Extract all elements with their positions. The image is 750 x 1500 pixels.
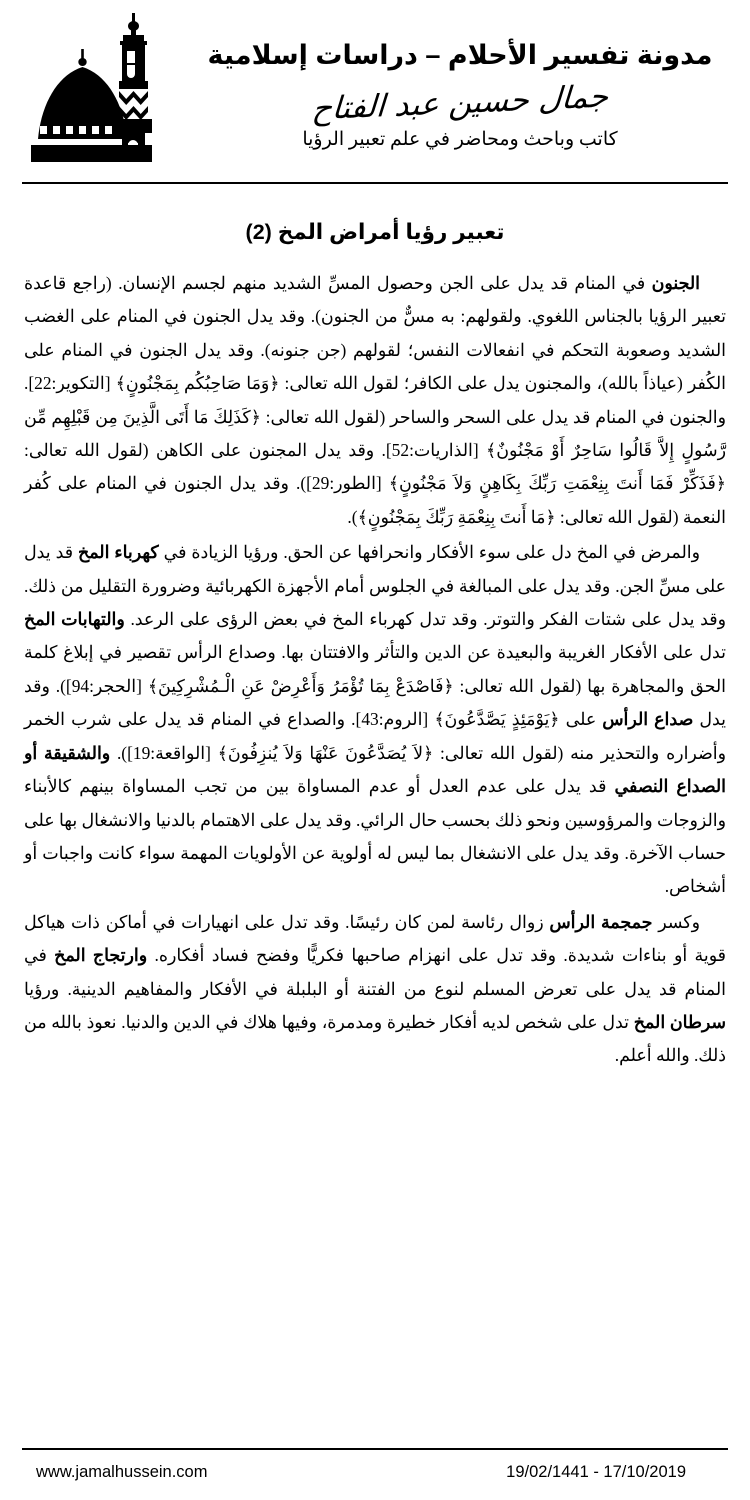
footer-website[interactable]: www.jamalhussein.com [36,1463,208,1481]
footer-date: 19/02/1441 - 17/10/2019 [506,1463,686,1481]
text-run: ). [347,506,358,527]
text-run: [التكوير:22]. والجنون في المنام قد يدل على السحر والساحر (لقول الله تعالى: [24,373,726,427]
page-footer [22,1448,728,1482]
keyword-term: كهرباء المخ [78,542,159,563]
text-run: قد يدل على مسِّ الجن. وقد يدل على المبالغة في الجلوس أمام الأجهزة الكهربائية وضرورة التقليل من ذلك. وقد يدل على شتات الفكر والتوتر. وقد تدل كهرباء المخ في بعض الرؤى على الرعد. [24,542,727,630]
text-run: [الواقعة:19]). [110,742,218,763]
article-title: تعبير رؤيا أمراض المخ (2) [245,220,505,244]
text-run: قد يدل على عدم العدل أو عدم المساواة بين من تجب المساواة بينهم كالأبناء والزوجات والمرؤوسين ونحو ذلك بحسب حال الرائي. وقد يدل على الاهتمام بالدنيا والانشغال بها على حساب الآخرة. وقد يدل على الانشغال بما ليس له أولوية عن الأولويات المهمة سواء كانت واجبات أو أشخاص. [24,776,726,897]
text-run: وكسر [652,911,700,932]
text-run: في المنام قد يدل على الجن وحصول المسِّ الشديد منهم لجسم الإنسان. (راجع قاعدة تعبير الرؤيا بالجناس اللغوي. ولقولهم: به مسٌّ من الجنون). وقد يدل الجنون في المنام على الغضب الشديد وصعوبة التحكم في انفعالات النفس؛ لقولهم (جن جنونه). وقد يدل الجنون في المنام على الكُفر (عياذاً بالله)، والمجنون يدل على الكافر؛ لقول الله تعالى: [24,273,727,394]
quran-verse: ﴿مَا أَنتَ بِنِعْمَةِ رَبِّكَ بِمَجْنُونٍ﴾ [357,506,556,527]
text-run: تدل على الأفكار الغريبة والبعيدة عن الدين والتأثر والافتتان بها. وصداع الرأس تقصير في إبلاغ كلمة الحق والمجاهرة بها (لقول الله تعالى: [24,642,726,696]
text-run: تدل على شخص لديه أفكار خطيرة ومدمرة، وفيها هلاك في الدين والدنيا. نعوذ بالله من ذلك. والله أعلم. [24,1011,726,1066]
header-divider [22,182,728,184]
masthead-text-block [182,33,728,152]
mosque-dome-minaret-icon [27,7,177,177]
article-paragraph [24,267,726,534]
text-run: [الروم:43]. والصداع في المنام قد يدل على شرب الخمر وأضراره والتحذير منه (لقول الله تعالى: [24,709,726,763]
quran-verse: ﴿فَاصْدَعْ بِمَا تُؤْمَرُ وَأَعْرِضْ عَنِ الْـمُشْرِكِينَ﴾ [147,675,454,696]
text-run: والمرض في المخ دل على سوء الأفكار وانحرافها عن الحق. ورؤيا الزيادة في [158,542,700,563]
article-body [22,267,728,1500]
masthead [22,0,728,178]
quran-verse: ﴿يَوْمَئِذٍ يَصَّدَّعُونَ﴾ [434,709,560,730]
quran-verse: ﴿لاَ يُصَدَّعُونَ عَنْهَا وَلاَ يُنزِفُونَ﴾ [217,742,434,763]
keyword-term: سرطان المخ [633,1011,726,1032]
quran-verse: ﴿كَذَلِكَ مَا أَتَى الَّذِينَ مِن قَبْلِهِم مِّن رَّسُولٍ إِلاَّ قَالُوا سَاحِرٌ أَوْ مَجْنُونٌ﴾ [24,406,726,461]
author-signature: جمال حسين عبد الفتاح [310,79,610,128]
text-run: على [559,709,603,730]
quran-verse: ﴿وَمَا صَاحِبُكُم بِمَجْنُونٍ﴾ [115,373,280,394]
keyword-term: والتهابات المخ [24,609,125,630]
text-run: [الحجر:94]). وقد يدل [24,675,726,730]
article-paragraph [24,906,726,1073]
text-run: [الذاريات:52]. وقد يدل المجنون على الكاهن (لقول الله تعالى: [24,440,487,461]
author-role: كاتب وباحث ومحاضر في علم تعبير الرؤيا [302,128,618,150]
text-run: في المنام قد يدل على تعرض المسلم لنوع من الفتنة أو البلبلة في الأفكار والمفاهيم الدينية. ورؤيا [24,945,726,999]
keyword-term: الجنون [651,273,700,293]
keyword-term: جمجمة الرأس [549,911,653,932]
blog-title: مدونة تفسير الأحلام – دراسات إسلامية [207,39,713,70]
article-paragraph [24,536,726,903]
text-run: [الطور:29]). وقد يدل الجنون في المنام على كُفر النعمة (لقول الله تعالى: [24,473,726,527]
keyword-term: صداع الرأس [602,709,694,730]
keyword-term: وارتجاج المخ [54,945,148,966]
text-run: زوال رئاسة لمن كان رئيسًا. وقد تدل على انهيارات في أماكن ذات هياكل قوية أو بناءات شديدة. وقد تدل على انهزام صاحبها فكريًّا وفضح فساد أفكاره. [24,911,726,966]
keyword-term: والشقيقة أو الصداع النصفي [24,742,726,797]
quran-verse: ﴿فَذَكِّرْ فَمَا أَنتَ بِنِعْمَتِ رَبِّكَ بِكَاهِنٍ وَلاَ مَجْنُونٍ﴾ [388,473,726,494]
site-logo [22,7,182,177]
